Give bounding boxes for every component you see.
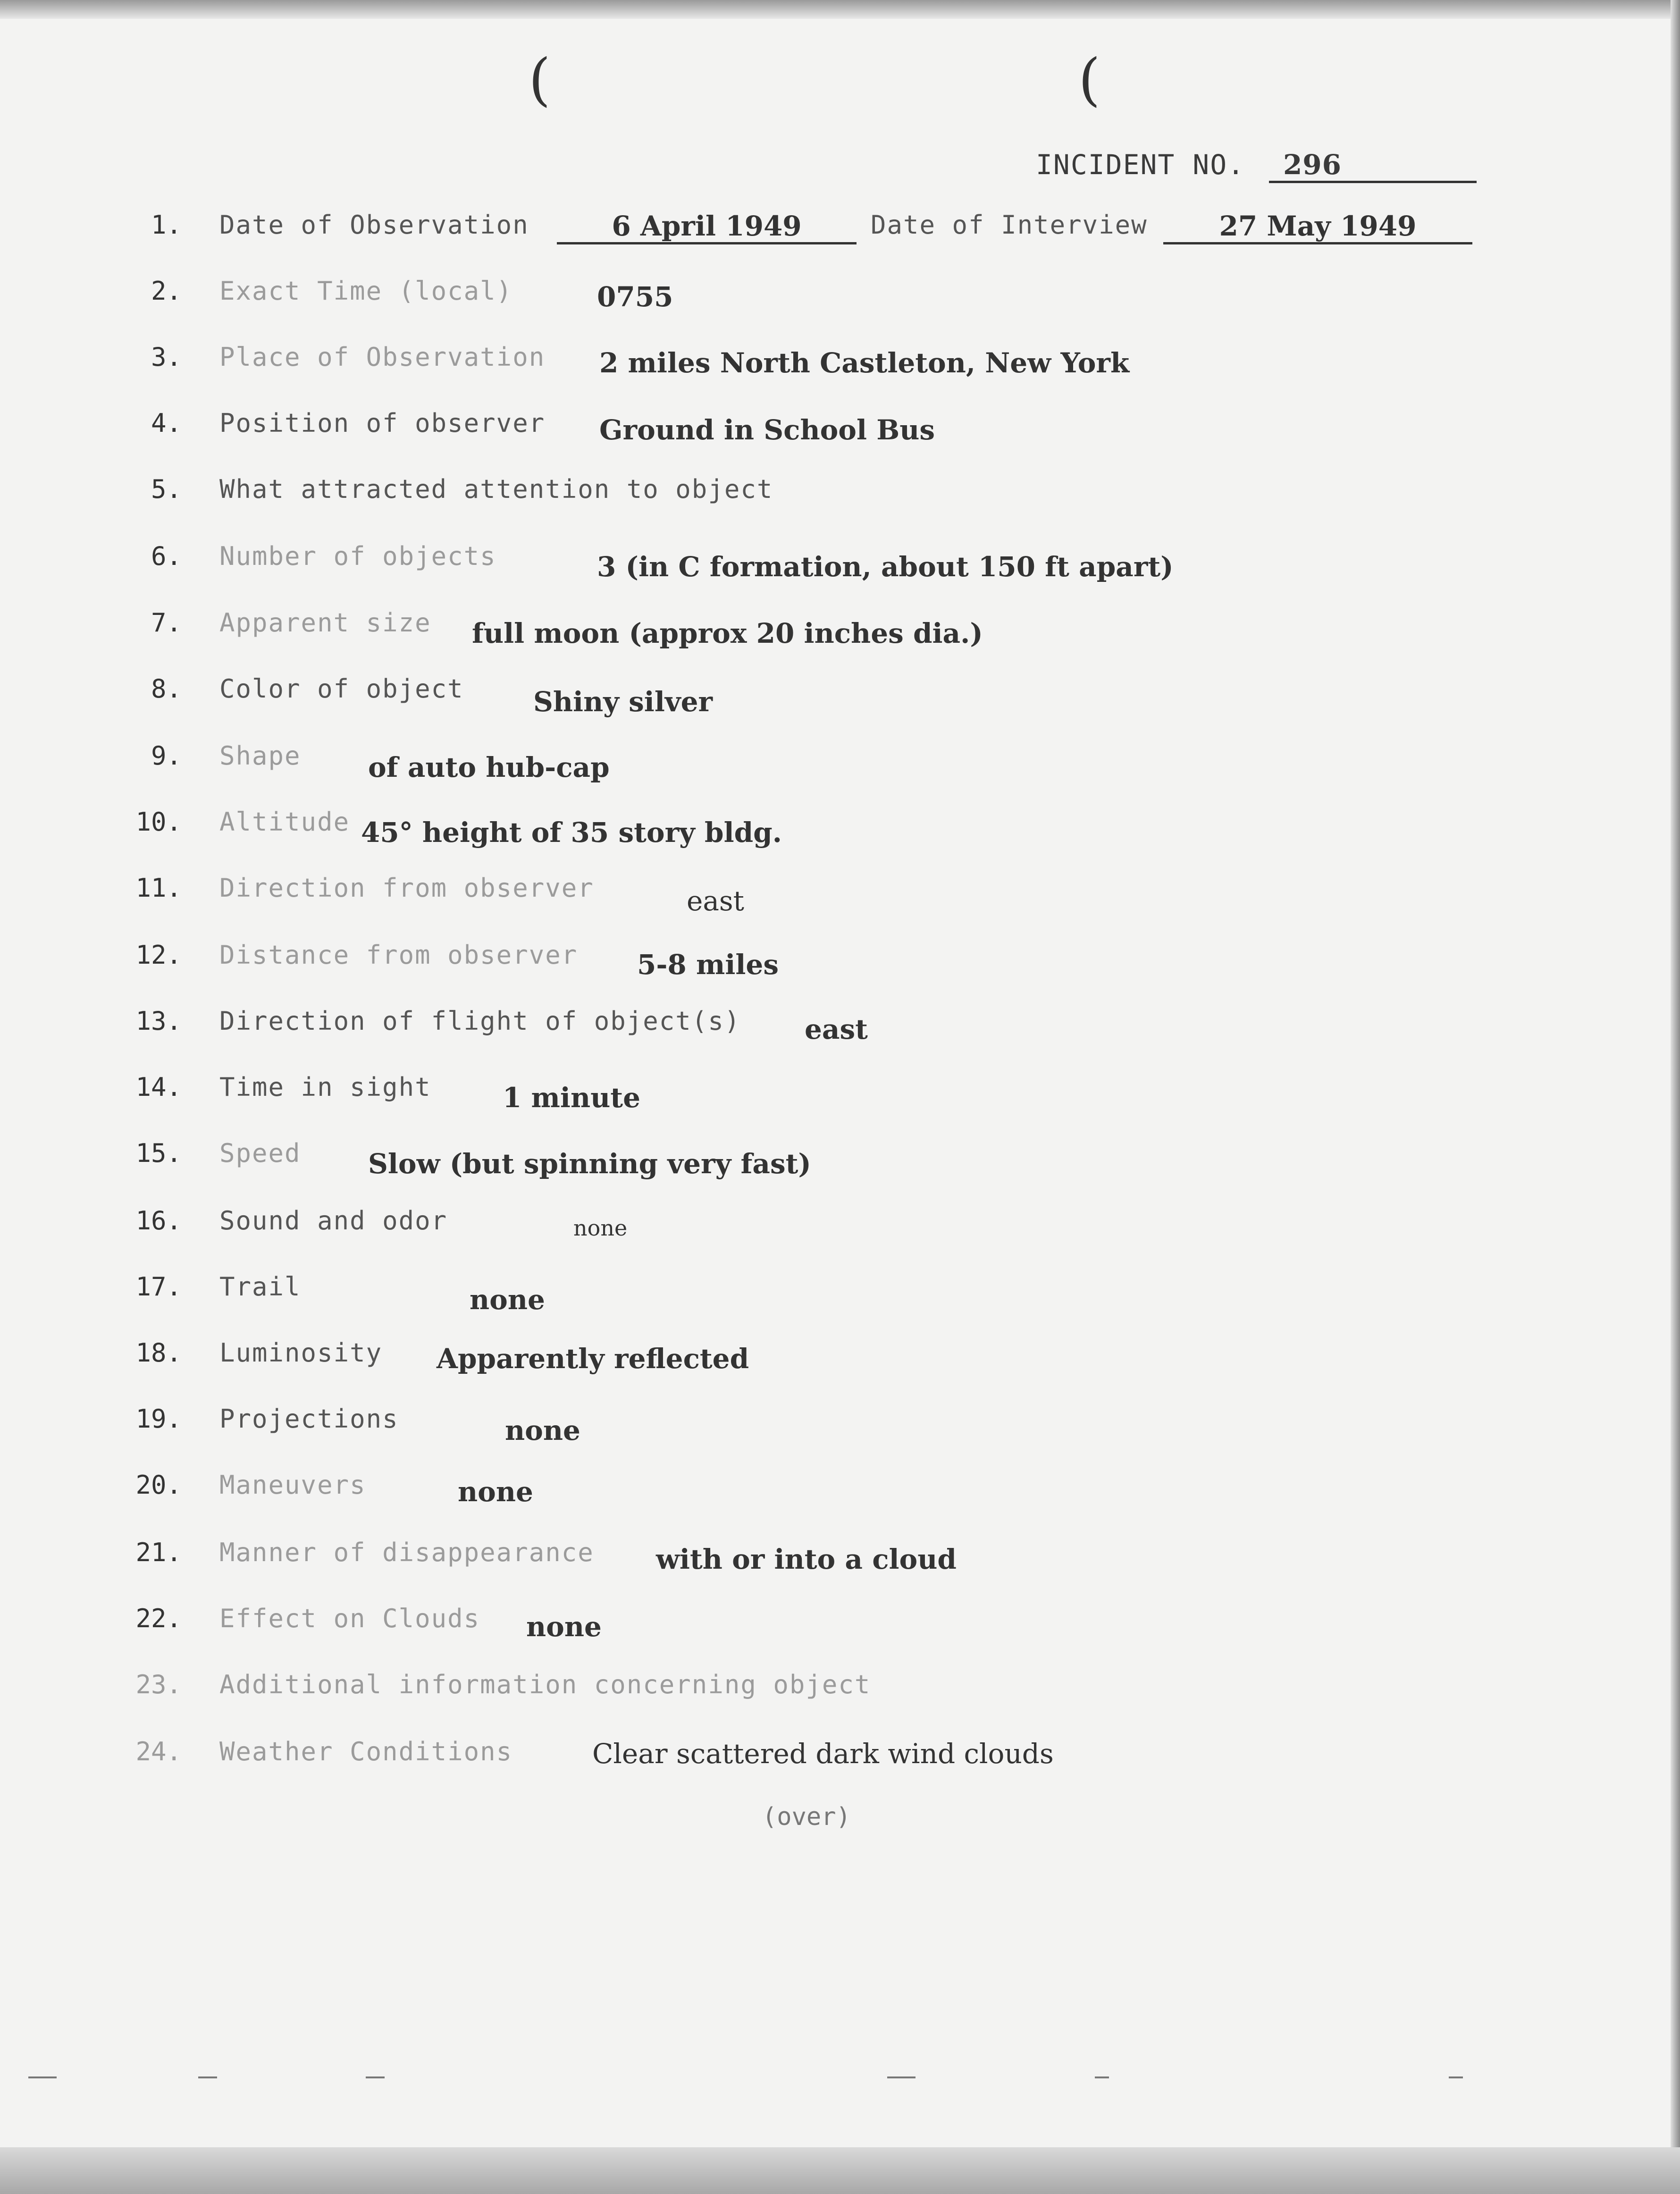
item-value: Apparently reflected <box>437 1343 749 1375</box>
scan-bottom-edge <box>0 2147 1680 2194</box>
item-value: none <box>526 1611 602 1643</box>
item-number: 13. <box>135 1006 182 1036</box>
item-number: 6. <box>151 541 182 571</box>
item-label: Date of Observation <box>219 210 529 240</box>
item-number: 12. <box>135 940 182 970</box>
item-label: Luminosity <box>219 1338 383 1368</box>
item-number: 3. <box>151 342 182 372</box>
scan-top-edge <box>0 0 1680 19</box>
item-value: 3 (in C formation, about 150 ft apart) <box>597 551 1174 583</box>
scan-speck <box>28 2076 57 2078</box>
item-value: Ground in School Bus <box>599 414 935 446</box>
item-number: 9. <box>151 741 182 771</box>
incident-number: 296 <box>1269 149 1477 183</box>
item-number: 16. <box>135 1206 182 1236</box>
item-value: of auto hub-cap <box>368 751 610 783</box>
scan-speck <box>198 2076 217 2078</box>
incident-label: INCIDENT NO. <box>1036 149 1245 181</box>
item-label: Effect on Clouds <box>219 1604 480 1633</box>
item-number: 15. <box>135 1138 182 1168</box>
incident-header <box>1036 149 1477 183</box>
scan-right-edge <box>1671 0 1680 2194</box>
item-value: Shiny silver <box>533 686 713 718</box>
punch-mark-right: ( <box>1078 47 1100 113</box>
item-label: Altitude <box>219 807 350 837</box>
item-number: 5. <box>151 474 182 504</box>
item-value-2: 27 May 1949 <box>1163 210 1472 244</box>
over-note: (over) <box>762 1803 851 1831</box>
item-value: with or into a cloud <box>656 1543 957 1575</box>
item-label: Sound and odor <box>219 1206 448 1236</box>
item-label: Exact Time (local) <box>219 276 513 306</box>
item-value: 1 minute <box>503 1082 640 1114</box>
item-number: 17. <box>135 1272 182 1302</box>
item-value: 2 miles North Castleton, New York <box>599 347 1130 379</box>
item-value: 5-8 miles <box>637 949 779 981</box>
item-label: Speed <box>219 1138 301 1168</box>
item-label: Direction from observer <box>219 873 594 903</box>
item-label: Direction of flight of object(s) <box>219 1006 741 1036</box>
item-value: 6 April 1949 <box>557 210 857 244</box>
punch-mark-left: ( <box>529 47 551 113</box>
item-value: none <box>458 1476 533 1508</box>
item-number: 1. <box>151 210 182 240</box>
scan-speck <box>366 2076 385 2078</box>
item-label: Manner of disappearance <box>219 1538 594 1567</box>
item-label: Projections <box>219 1404 399 1434</box>
item-label: Color of object <box>219 674 464 704</box>
item-number: 19. <box>135 1404 182 1434</box>
item-number: 20. <box>135 1470 182 1500</box>
item-number: 22. <box>135 1604 182 1633</box>
item-label: Maneuvers <box>219 1470 366 1500</box>
item-label: Weather Conditions <box>219 1737 513 1766</box>
item-value: Slow (but spinning very fast) <box>368 1148 811 1180</box>
scan-speck <box>887 2076 916 2078</box>
item-value: Clear scattered dark wind clouds <box>592 1738 1054 1770</box>
item-label: Position of observer <box>219 408 546 438</box>
item-number: 4. <box>151 408 182 438</box>
item-number: 14. <box>135 1072 182 1102</box>
item-number: 24. <box>135 1737 182 1766</box>
item-number: 23. <box>135 1670 182 1699</box>
item-value: east <box>805 1013 868 1045</box>
item-label: Shape <box>219 741 301 771</box>
item-label: Additional information concerning object <box>219 1670 871 1699</box>
item-number: 18. <box>135 1338 182 1368</box>
item-number: 2. <box>151 276 182 306</box>
item-label: What attracted attention to object <box>219 474 773 504</box>
item-value: none <box>505 1414 580 1446</box>
item-number: 7. <box>151 608 182 638</box>
scan-speck <box>1095 2076 1109 2078</box>
item-label: Number of objects <box>219 541 496 571</box>
item-label: Apparent size <box>219 608 431 638</box>
item-value: none <box>470 1284 545 1316</box>
item-value: 45° height of 35 story bldg. <box>361 816 782 849</box>
item-label: Distance from observer <box>219 940 578 970</box>
item-number: 11. <box>135 873 182 903</box>
item-value: east <box>687 885 744 917</box>
item-label-2: Date of Interview <box>871 210 1148 240</box>
scan-speck <box>1449 2076 1463 2078</box>
item-value: full moon (approx 20 inches dia.) <box>472 617 983 649</box>
item-label: Trail <box>219 1272 301 1302</box>
item-label: Place of Observation <box>219 342 546 372</box>
item-label: Time in sight <box>219 1072 431 1102</box>
item-number: 8. <box>151 674 182 704</box>
item-number: 21. <box>135 1538 182 1567</box>
item-value: 0755 <box>597 281 673 313</box>
item-value: none <box>573 1215 628 1241</box>
item-number: 10. <box>135 807 182 837</box>
